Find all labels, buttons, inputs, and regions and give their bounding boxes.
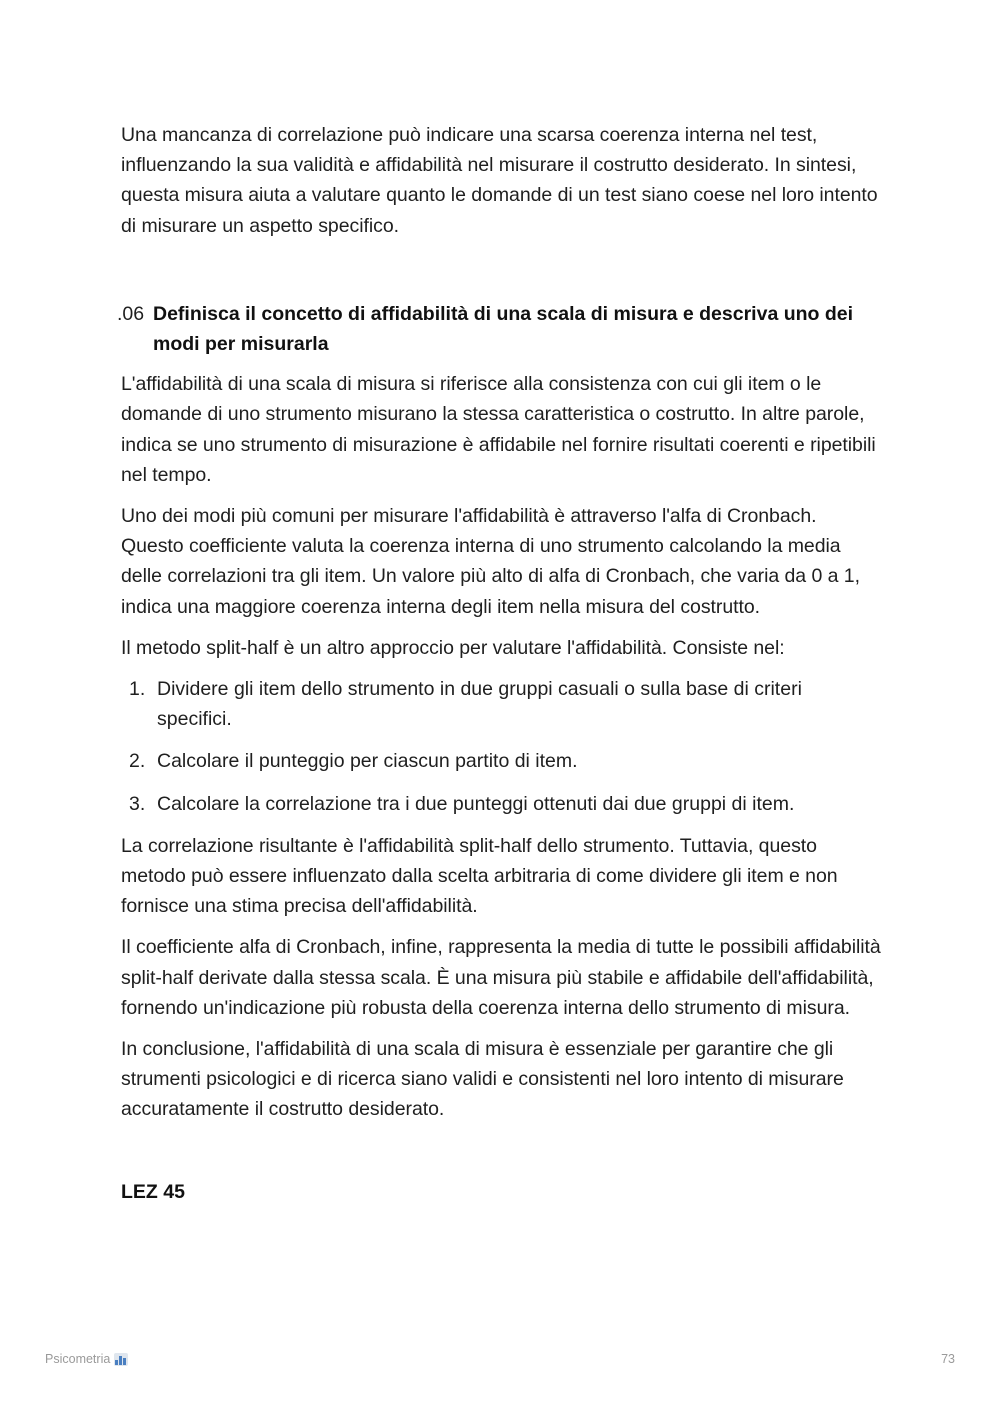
split-half-steps-list	[121, 674, 881, 819]
paragraph-definition: L'affidabilità di una scala di misura si riferisce alla consistenza con cui gli item o le domande di uno strumento misurano la stessa caratteristica o costrutto. In altre parole, indica se uno strumento di misurazione è affidabile nel fornire risultati coerenti e ripetibili nel tempo.	[121, 373, 876, 486]
section-heading: LEZ 45	[121, 1180, 185, 1203]
question-number: 06.	[117, 302, 145, 325]
list-item	[121, 746, 881, 776]
paragraph-cronbach: Uno dei modi più comuni per misurare l'affidabilità è attraverso l'alfa di Cronbach. Questo coefficiente valuta la coerenza interna di uno strumento calcolando la media delle correlazioni tra gli item. Un valore più alto di alfa di Cronbach, che varia da 0 a 1, indica una maggiore coerenza interna degli item nella misura del costrutto.	[121, 505, 860, 618]
footer-title-text: Psicometria	[45, 1352, 111, 1366]
bar-chart-icon	[114, 1353, 128, 1366]
paragraph-conclusion: In conclusione, l'affidabilità di una scala di misura è essenziale per garantire che gli strumenti psicologici e di ricerca siano validi e consistenti nel loro intento di misurare accuratamente il costrutto desiderato.	[121, 1038, 844, 1121]
list-item	[121, 674, 881, 734]
footer-title	[45, 1352, 128, 1366]
paragraph-split-half-result: La correlazione risultante è l'affidabilità split-half dello strumento. Tuttavia, questo metodo può essere influenzato dalla scelta arbitraria di come dividere gli item e non fornisce una stima precisa dell'affidabilità.	[121, 834, 838, 918]
list-item-number: 2.	[129, 750, 146, 773]
list-item-text: Calcolare il punteggio per ciascun partito di item.	[157, 750, 578, 773]
paragraph-alpha-mean: Il coefficiente alfa di Cronbach, infine, rappresenta la media di tutte le possibili affidabilità split-half derivate dalla stessa scala. È una misura più stabile e affidabile dell'affidabilità, fornendo un'indicazione più robusta della coerenza interna dello strumento di misura.	[121, 936, 881, 1019]
list-item-text: Calcolare la correlazione tra i due punteggi ottenuti dai due gruppi di item.	[157, 792, 795, 815]
page-number: 73	[941, 1352, 955, 1366]
question-heading	[117, 299, 881, 359]
document-body	[117, 120, 881, 1207]
intro-paragraph: Una mancanza di correlazione può indicare una scarsa coerenza interna nel test, influenzando la sua validità e affidabilità nel misurare il costrutto desiderato. In sintesi, questa misura aiuta a valutare quanto le domande di un test siano coese nel loro intento di misurare un aspetto specifico.	[121, 124, 878, 237]
list-item-text: Dividere gli item dello strumento in due gruppi casuali o sulla base di criteri specifici.	[157, 678, 802, 731]
paragraph-split-half-intro: Il metodo split-half è un altro approccio per valutare l'affidabilità. Consiste nel:	[121, 636, 785, 659]
list-item-number: 3.	[129, 792, 146, 815]
list-item-number: 1.	[129, 678, 146, 701]
list-item	[121, 789, 881, 819]
question-text: Definisca il concetto di affidabilità di una scala di misura e descriva uno dei modi per misurarla	[153, 302, 854, 356]
